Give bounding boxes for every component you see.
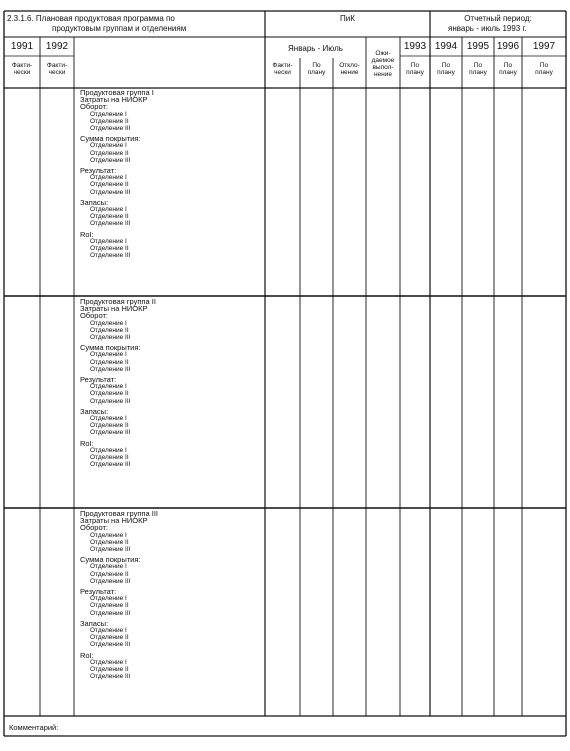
department-row: Отделение I	[90, 627, 127, 635]
department-row: Отделение I	[90, 110, 127, 118]
year-1995: 1995	[466, 41, 490, 52]
col-plan-1994: По плану	[437, 62, 455, 76]
group-costs: Затраты на НИОКР	[80, 304, 148, 314]
department-row: Отделение I	[90, 415, 127, 423]
department-row: Отделение III	[90, 125, 131, 133]
jan-jul-heading: Январь - Июль	[288, 44, 343, 53]
col-deviation: Откло- нение	[339, 62, 360, 76]
department-row: Отделение I	[90, 383, 127, 391]
department-row: Отделение II	[90, 422, 129, 430]
department-row: Отделение III	[90, 429, 131, 437]
col-fact-1992: Факти- чески	[46, 62, 68, 76]
department-row: Отделение II	[90, 149, 129, 157]
department-row: Отделение I	[90, 446, 127, 454]
group-coverage: Сумма покрытия:	[80, 134, 141, 144]
department-row: Отделение III	[90, 156, 131, 164]
department-row: Отделение II	[90, 602, 129, 610]
group-turnover: Оборот:	[80, 102, 108, 112]
col-plan-1995: По плану	[469, 62, 487, 76]
pik-heading: ПиК	[340, 14, 355, 23]
table-title-line1: 2.3.1.6. Плановая продуктовая программа по	[7, 14, 175, 23]
department-row: Отделение III	[90, 365, 131, 373]
department-row: Отделение II	[90, 666, 129, 674]
table-title-line2: продуктовым группам и отделениям	[52, 24, 187, 33]
group-roi: RoI:	[80, 229, 94, 239]
department-row: Отделение II	[90, 358, 129, 366]
year-1996: 1996	[496, 41, 520, 52]
year-1997: 1997	[532, 41, 556, 52]
department-row: Отделение III	[90, 220, 131, 228]
group-title: Продуктовая группа III	[80, 509, 158, 518]
department-row: Отделение II	[90, 181, 129, 189]
department-row: Отделение I	[90, 319, 127, 327]
group-title: Продуктовая группа II	[80, 297, 156, 306]
department-row: Отделение II	[90, 634, 129, 642]
product-group-1	[80, 89, 265, 259]
group-turnover: Оборот:	[80, 311, 108, 321]
department-row: Отделение III	[90, 673, 131, 681]
group-costs: Затраты на НИОКР	[80, 516, 148, 526]
department-row: Отделение III	[90, 397, 131, 405]
col-plan-1997: По плану	[535, 62, 553, 76]
department-row: Отделение I	[90, 658, 127, 666]
col-plan-1993-year: По плану	[406, 62, 424, 76]
year-1994: 1994	[434, 41, 458, 52]
department-row: Отделение II	[90, 117, 129, 125]
department-row: Отделение I	[90, 351, 127, 359]
year-1992: 1992	[45, 41, 69, 52]
year-1993: 1993	[403, 41, 427, 52]
product-group-3	[80, 510, 265, 680]
report-period-line2: январь - июль 1993 г.	[448, 24, 527, 33]
department-row: Отделение II	[90, 245, 129, 253]
department-row: Отделение I	[90, 531, 127, 539]
year-1991: 1991	[10, 41, 34, 52]
department-row: Отделение I	[90, 174, 127, 182]
department-row: Отделение III	[90, 188, 131, 196]
department-row: Отделение I	[90, 595, 127, 603]
product-group-2	[80, 298, 265, 468]
col-plan-1996: По плану	[499, 62, 517, 76]
group-roi: RoI:	[80, 438, 94, 448]
department-row: Отделение III	[90, 461, 131, 469]
report-period-line1: Отчетный период:	[464, 14, 532, 23]
group-result: Результат:	[80, 587, 117, 597]
col-fact-1993: Факти- чески	[272, 62, 293, 76]
department-row: Отделение III	[90, 546, 131, 554]
department-row: Отделение I	[90, 563, 127, 571]
department-row: Отделение II	[90, 570, 129, 578]
group-turnover: Оборот:	[80, 523, 108, 533]
group-stock: Запасы:	[80, 618, 109, 628]
group-coverage: Сумма покрытия:	[80, 343, 141, 353]
group-result: Результат:	[80, 375, 117, 385]
department-row: Отделение III	[90, 577, 131, 585]
department-row: Отделение II	[90, 538, 129, 546]
department-row: Отделение I	[90, 237, 127, 245]
department-row: Отделение I	[90, 142, 127, 150]
group-title: Продуктовая группа I	[80, 88, 154, 97]
group-stock: Запасы:	[80, 406, 109, 416]
department-row: Отделение III	[90, 609, 131, 617]
department-row: Отделение III	[90, 641, 131, 649]
department-row: Отделение I	[90, 206, 127, 214]
col-fact-1991: Факти- чески	[11, 62, 33, 76]
group-costs: Затраты на НИОКР	[80, 95, 148, 105]
department-row: Отделение II	[90, 326, 129, 334]
group-stock: Запасы:	[80, 197, 109, 207]
comment-label: Комментарий:	[9, 723, 59, 732]
department-row: Отделение II	[90, 213, 129, 221]
col-plan-1993: По плану	[307, 62, 326, 76]
group-result: Результат:	[80, 166, 117, 176]
col-expected: Ожи- даемое выпол- нение	[371, 50, 395, 78]
department-row: Отделение III	[90, 334, 131, 342]
department-row: Отделение II	[90, 454, 129, 462]
group-coverage: Сумма покрытия:	[80, 555, 141, 565]
department-row: Отделение III	[90, 252, 131, 260]
department-row: Отделение II	[90, 390, 129, 398]
group-roi: RoI:	[80, 650, 94, 660]
